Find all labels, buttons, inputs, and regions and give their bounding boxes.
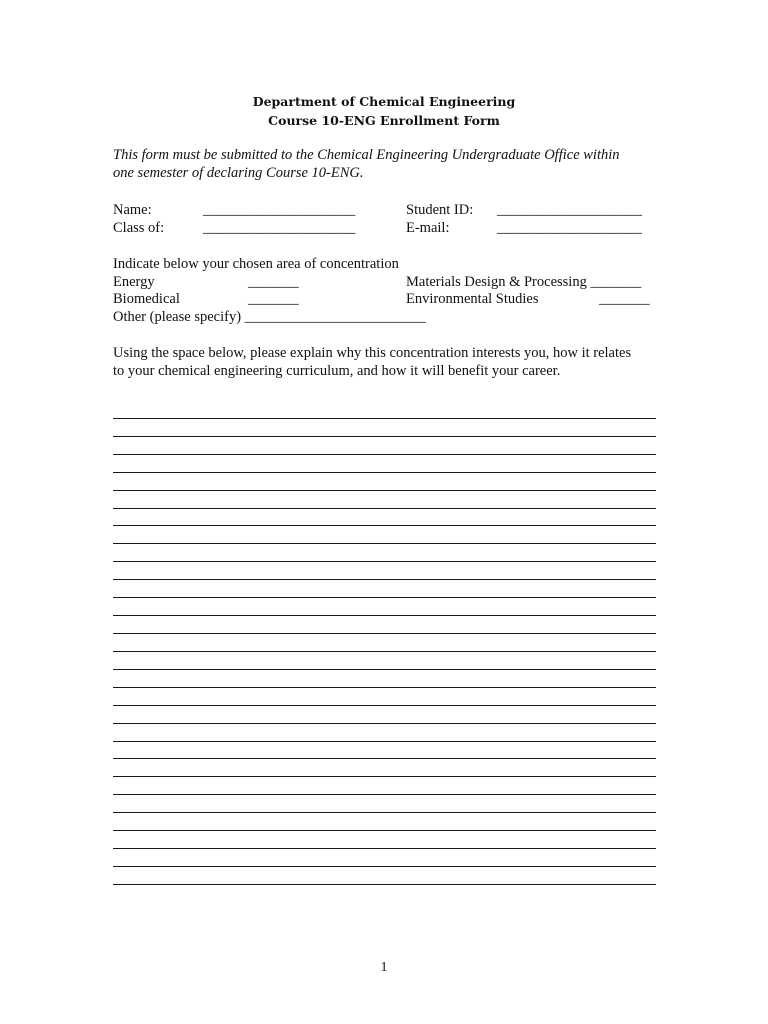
essay-line[interactable] <box>113 688 656 706</box>
environmental-field[interactable]: _______ <box>599 291 650 307</box>
essay-line[interactable] <box>113 706 656 724</box>
submission-instructions <box>113 146 673 182</box>
environmental-label: Environmental Studies <box>406 291 539 307</box>
essay-prompt-line-2: to your chemical engineering curriculum, and how it will benefit your career. <box>113 363 561 379</box>
biomedical-field[interactable]: _______ <box>248 291 299 307</box>
form-title: Course 10-ENG Enrollment Form <box>268 113 500 128</box>
essay-line[interactable] <box>113 473 656 491</box>
page-number: 1 <box>380 960 388 975</box>
instructions-line-1: This form must be submitted to the Chemical Engineering Undergraduate Office within <box>113 147 620 163</box>
concentration-prompt: Indicate below your chosen area of concentration <box>113 256 399 272</box>
essay-line[interactable] <box>113 652 656 670</box>
department-title: Department of Chemical Engineering <box>252 94 516 109</box>
essay-line[interactable] <box>113 795 656 813</box>
essay-line[interactable] <box>113 831 656 849</box>
biomedical-label: Biomedical <box>113 291 180 307</box>
essay-line[interactable] <box>113 670 656 688</box>
essay-line[interactable] <box>113 742 656 760</box>
essay-line[interactable] <box>113 455 656 473</box>
essay-line[interactable] <box>113 509 656 527</box>
essay-writing-area[interactable] <box>113 401 656 885</box>
energy-label: Energy <box>113 274 155 290</box>
essay-line[interactable] <box>113 401 656 419</box>
materials-option[interactable]: Materials Design & Processing _______ <box>406 274 642 290</box>
essay-line[interactable] <box>113 813 656 831</box>
essay-prompt-line-1: Using the space below, please explain why this concentration interests you, how it relates <box>113 345 632 361</box>
name-label: Name: <box>113 202 152 218</box>
energy-field[interactable]: _______ <box>248 274 299 290</box>
essay-line[interactable] <box>113 598 656 616</box>
essay-line[interactable] <box>113 849 656 867</box>
essay-line[interactable] <box>113 491 656 509</box>
essay-line[interactable] <box>113 777 656 795</box>
essay-line[interactable] <box>113 634 656 652</box>
email-label: E-mail: <box>406 220 450 236</box>
essay-line[interactable] <box>113 544 656 562</box>
instructions-line-2: one semester of declaring Course 10-ENG. <box>113 165 364 181</box>
essay-line[interactable] <box>113 580 656 598</box>
essay-line[interactable] <box>113 562 656 580</box>
name-field[interactable]: _____________________ <box>203 202 356 218</box>
essay-line[interactable] <box>113 759 656 777</box>
email-field[interactable]: ____________________ <box>497 220 642 236</box>
other-option[interactable]: Other (please specify) _________________________ <box>113 309 426 325</box>
essay-line[interactable] <box>113 419 656 437</box>
class-field[interactable]: _____________________ <box>203 220 356 236</box>
essay-line[interactable] <box>113 724 656 742</box>
class-label: Class of: <box>113 220 165 236</box>
essay-line[interactable] <box>113 437 656 455</box>
essay-line[interactable] <box>113 867 656 885</box>
essay-line[interactable] <box>113 616 656 634</box>
student-id-label: Student ID: <box>406 202 474 218</box>
student-id-field[interactable]: ____________________ <box>497 202 642 218</box>
essay-line[interactable] <box>113 526 656 544</box>
